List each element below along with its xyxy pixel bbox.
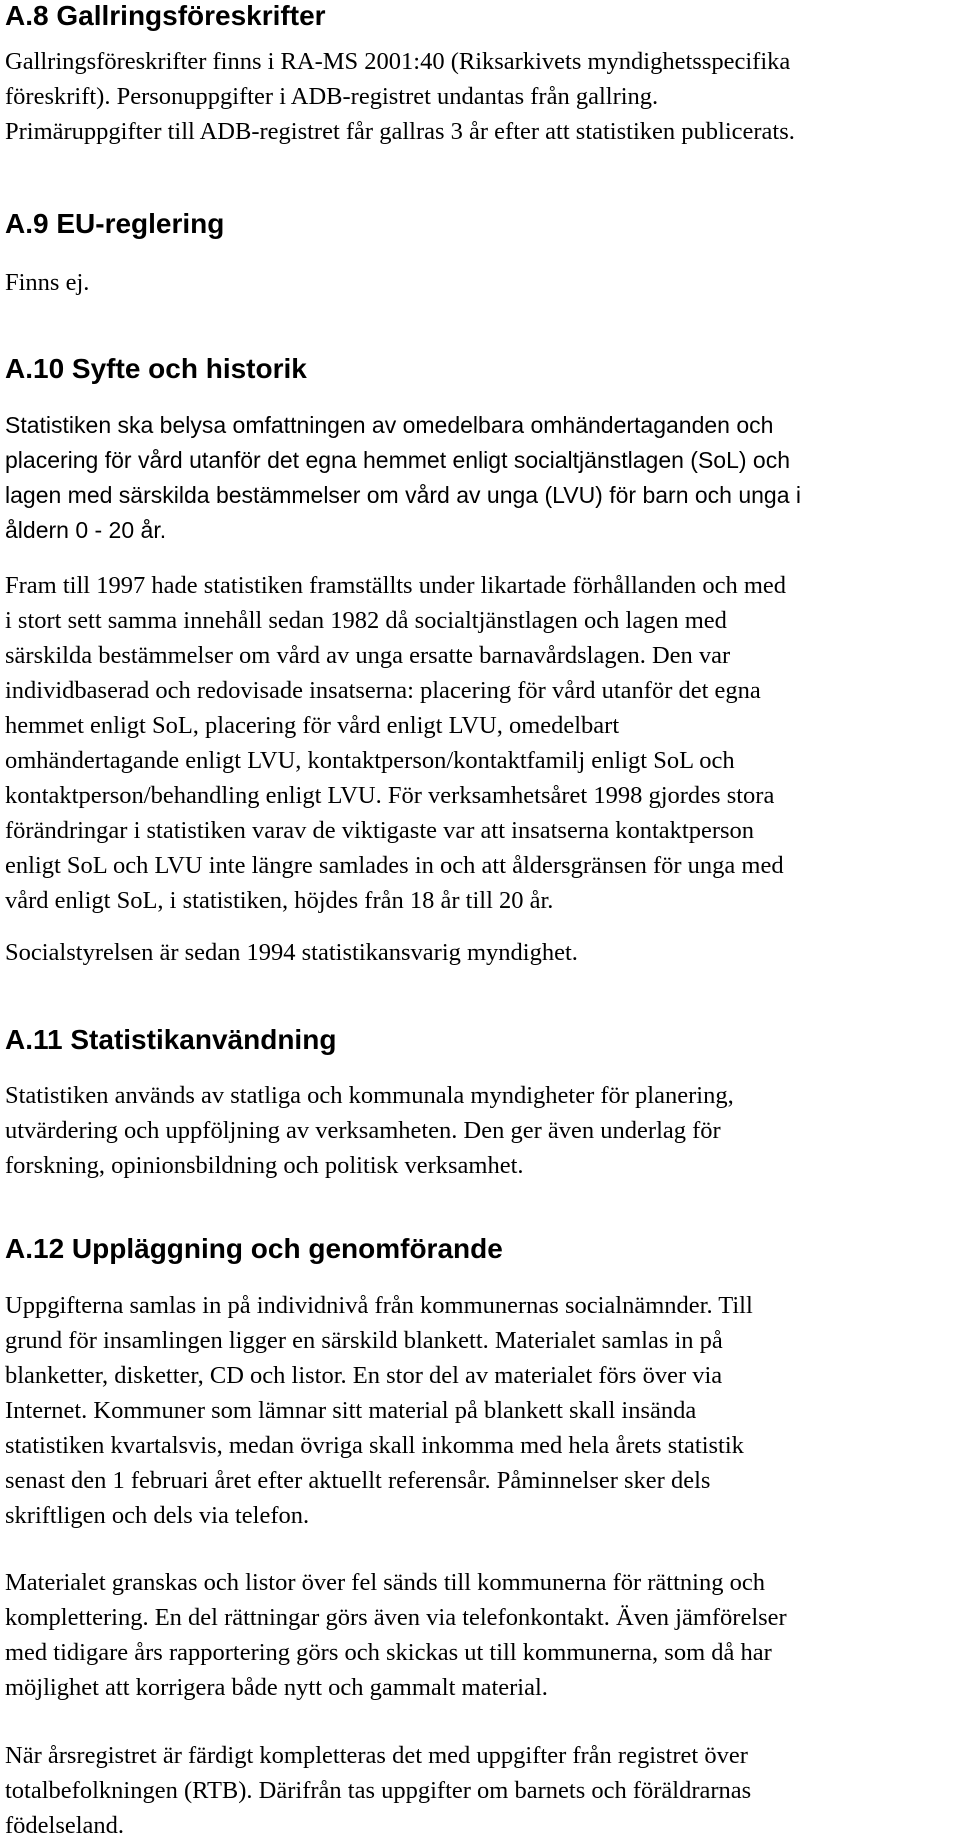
text-line: grund för insamlingen ligger en särskild blankett. Materialet samlas in på (5, 1327, 723, 1354)
section-heading-a8: A.8 Gallringsföreskrifter (5, 0, 326, 31)
text-line: Materialet granskas och listor över fel sänds till kommunerna för rättning och (5, 1569, 765, 1596)
text-line: När årsregistret är färdigt kompletteras det med uppgifter från registret över (5, 1742, 748, 1769)
text-line: Fram till 1997 hade statistiken framställts under likartade förhållanden och med (5, 572, 787, 599)
text-line: Socialstyrelsen är sedan 1994 statistikansvarig myndighet. (5, 939, 578, 966)
text-line: åldern 0 - 20 år. (5, 517, 167, 543)
paragraph-a10-2 (5, 568, 955, 918)
text-line: lagen med särskilda bestämmelser om vård av unga (LVU) för barn och unga i (5, 482, 802, 508)
text-line: särskilda bestämmelser om vård av unga ersatte barnavårdslagen. Den var (5, 642, 731, 669)
text-line: Primäruppgifter till ADB-registret får gallras 3 år efter att statistiken publicerats. (5, 118, 795, 145)
paragraph-a12-1 (5, 1288, 955, 1533)
text-line: födelseland. (5, 1812, 125, 1839)
text-line: senast den 1 februari året efter aktuellt referensår. Påminnelser sker dels (5, 1467, 711, 1494)
text-line: vård enligt SoL, i statistiken, höjdes från 18 år till 20 år. (5, 887, 554, 914)
section-heading-a10: A.10 Syfte och historik (5, 353, 307, 384)
text-line: Internet. Kommuner som lämnar sitt material på blankett skall insända (5, 1397, 697, 1424)
text-line: Finns ej. (5, 269, 90, 296)
text-line: utvärdering och uppföljning av verksamheten. Den ger även underlag för (5, 1117, 721, 1144)
text-line: hemmet enligt SoL, placering för vård enligt LVU, omedelbart (5, 712, 620, 739)
text-line: skriftligen och dels via telefon. (5, 1502, 310, 1529)
text-line: i stort sett samma innehåll sedan 1982 då socialtjänstlagen och lagen med (5, 607, 727, 634)
text-line: blanketter, disketter, CD och listor. En stor del av materialet förs över via (5, 1362, 723, 1389)
text-line: Gallringsföreskrifter finns i RA-MS 2001:40 (Riksarkivets myndighetsspecifika (5, 48, 791, 75)
section-heading-a9: A.9 EU-reglering (5, 208, 225, 239)
text-line: omhändertagande enligt LVU, kontaktperson/kontaktfamilj enligt SoL och (5, 747, 735, 774)
paragraph-a12-3 (5, 1738, 955, 1843)
text-line: förändringar i statistiken varav de viktigaste var att insatserna kontaktperson (5, 817, 755, 844)
text-line: Statistiken ska belysa omfattningen av omedelbara omhändertaganden och (5, 412, 774, 438)
text-line: Uppgifterna samlas in på individnivå från kommunernas socialnämnder. Till (5, 1292, 753, 1319)
text-line: möjlighet att korrigera både nytt och gammalt material. (5, 1674, 548, 1701)
paragraph-a11-1 (5, 1078, 955, 1183)
text-line: totalbefolkningen (RTB). Därifrån tas uppgifter om barnets och föräldrarnas (5, 1777, 752, 1804)
paragraph-a12-2 (5, 1565, 955, 1705)
text-line: komplettering. En del rättningar görs även via telefonkontakt. Även jämförelser (5, 1604, 787, 1631)
text-line: kontaktperson/behandling enligt LVU. För verksamhetsåret 1998 gjordes stora (5, 782, 775, 809)
text-line: enligt SoL och LVU inte längre samlades in och att åldersgränsen för unga med (5, 852, 784, 879)
text-line: föreskrift). Personuppgifter i ADB-registret undantas från gallring. (5, 83, 659, 110)
text-line: placering för vård utanför det egna hemmet enligt socialtjänstlagen (SoL) och (5, 447, 791, 473)
paragraph-a9-1 (5, 265, 955, 300)
paragraph-a10-3 (5, 935, 955, 970)
text-line: forskning, opinionsbildning och politisk verksamhet. (5, 1152, 524, 1179)
text-line: statistiken kvartalsvis, medan övriga skall inkomma med hela årets statistik (5, 1432, 744, 1459)
text-line: Statistiken används av statliga och kommunala myndigheter för planering, (5, 1082, 734, 1109)
section-heading-a12: A.12 Uppläggning och genomförande (5, 1233, 503, 1264)
text-line: individbaserad och redovisade insatserna: placering för vård utanför det egna (5, 677, 761, 704)
paragraph-a10-1 (5, 408, 955, 548)
section-heading-a11: A.11 Statistikanvändning (5, 1024, 337, 1055)
paragraph-a8-1 (5, 44, 955, 149)
text-line: med tidigare års rapportering görs och skickas ut till kommunerna, som då har (5, 1639, 772, 1666)
